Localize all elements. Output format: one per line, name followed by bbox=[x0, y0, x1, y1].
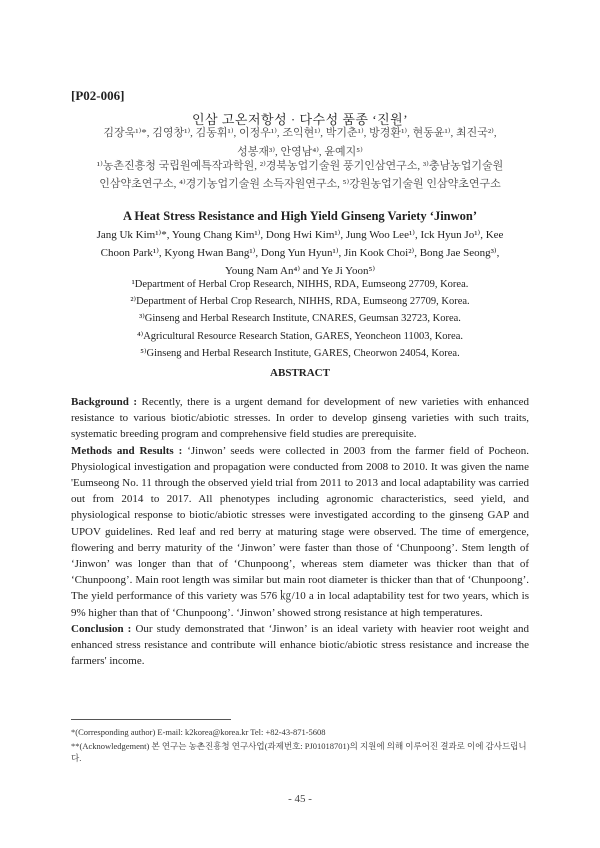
affiliation-line: ³⁾Ginseng and Herbal Research Institute, CNARES, Geumsan 32723, Korea. bbox=[139, 313, 461, 325]
background-label: Background : bbox=[71, 396, 138, 408]
english-authors-line: Young Nam An⁴⁾ and Ye Ji Yoon⁵⁾ bbox=[224, 265, 376, 277]
korean-affiliation-line: ¹⁾농촌진흥청 국립원예특작과학원, ²⁾경북농업기술원 풍기인삼연구소, ³⁾충남농업기술원 bbox=[96, 160, 504, 172]
conclusion-text: Our study demonstrated that ‘Jinwon’ is an ideal variety with heavier root weight and enhanced stress resistance and contribute will enhance biotic/abiotic stress resistance and increase the farmers' income. bbox=[71, 622, 529, 668]
korean-authors-line: 김장욱¹⁾*, 김영창¹⁾, 김동휘¹⁾, 이정우¹⁾, 조익현¹⁾, 박기춘¹⁾, 방경환¹⁾, 현동윤¹⁾, 최진국²⁾, bbox=[103, 127, 497, 139]
korean-affiliation-line: 인삼약초연구소, ⁴⁾경기농업기술원 소득자원연구소, ⁵⁾강원농업기술원 인삼약초연구소 bbox=[99, 178, 501, 190]
english-authors bbox=[62, 226, 538, 280]
korean-authors-line: 성봉재³⁾, 안영남⁴⁾, 윤예지⁵⁾ bbox=[237, 146, 363, 158]
english-authors-line: Jang Uk Kim¹⁾*, Young Chang Kim¹⁾, Dong Hwi Kim¹⁾, Jung Woo Lee¹⁾, Ick Hyun Jo¹⁾, Kee bbox=[96, 229, 504, 241]
footnote-corresponding: *(Corresponding author) E-mail: k2korea@korea.kr Tel: +82-43-871-5608 bbox=[71, 727, 326, 737]
poster-code: [P02-006] bbox=[71, 88, 125, 103]
methods-text: ‘Jinwon’ seeds were collected in 2003 from the farmer field of Pocheon. Physiological investigation and propagation were conducted from 2008 to 2010. It was given the name 'Eumseong No. 11 through the observed yield trial from 2011 to 2013 and local adaptability was carried out from 2014 to 2017. All phenotypes including agronomic characteristics, seed yield, and physiological response to biotic/abiotic stresses were investigated according to the ginseng GAP and UPOV guidelines. Red leaf and red berry at maturing stage were observed. The time of emergence, flowering and berry maturity of the ‘Jinwon’ were faster than those of ‘Chunpoong’. Stem length of ‘Jinwon’ was longer than that of ‘Chunpoong’, whereas stem diameter was thicker than that of ‘Chunpoong’. Main root length was similar but main root diameter is thicker than that of ‘Chunpoong’. The yield performance of this variety was 576 ㎏/10 a in local adaptability test for two years, which is 9% higher than that of ‘Chunpoong’. ‘Jinwon’ showed strong resistance at high temperatures. bbox=[71, 444, 529, 619]
conclusion-label: Conclusion : bbox=[71, 622, 132, 635]
english-authors-line: Choon Park¹⁾, Kyong Hwan Bang¹⁾, Dong Yun Hyun¹⁾, Jin Kook Choi²⁾, Bong Jae Seong³⁾, bbox=[100, 247, 500, 259]
affiliation-line: ²⁾Department of Herbal Crop Research, NIHHS, RDA, Eumseong 27709, Korea. bbox=[130, 296, 470, 308]
conclusion-paragraph bbox=[71, 621, 529, 670]
footnote-divider bbox=[71, 719, 231, 720]
korean-title: 인삼 고온저항성 · 다수성 품종 ‘진원’ bbox=[191, 112, 409, 127]
affiliation-line: ⁴⁾Agricultural Resource Research Station, GARES, Yeoncheon 11003, Korea. bbox=[136, 330, 464, 342]
methods-paragraph bbox=[71, 443, 529, 621]
affiliation-line: ¹Department of Herbal Crop Research, NIHHS, RDA, Eumseong 27709, Korea. bbox=[131, 279, 469, 290]
affiliation-line: ⁵⁾Ginseng and Herbal Research Institute, GARES, Cheorwon 24054, Korea. bbox=[140, 347, 460, 359]
background-paragraph bbox=[71, 394, 529, 443]
methods-label: Methods and Results : bbox=[71, 444, 183, 457]
footnote-acknowledgement: **(Acknowledgement) 본 연구는 농촌진흥청 연구사업(과제번호: PJ01018701)의 지원에 의해 이루어진 결과로 이에 감사드립니다. bbox=[71, 741, 527, 763]
background-text: Recently, there is a urgent demand for development of new varieties with enhanced resistance to various biotic/abiotic stresses. In order to develop ginseng varieties with such traits, systematic breeding program and comprehensive field studies are prerequisite. bbox=[71, 396, 529, 441]
korean-affiliations bbox=[40, 157, 560, 193]
page-number: - 45 - bbox=[288, 793, 312, 805]
english-title: A Heat Stress Resistance and High Yield Ginseng Variety ‘Jinwon’ bbox=[122, 209, 478, 223]
english-affiliations bbox=[40, 276, 560, 362]
abstract-heading: ABSTRACT bbox=[270, 367, 330, 379]
abstract-body bbox=[71, 394, 529, 669]
